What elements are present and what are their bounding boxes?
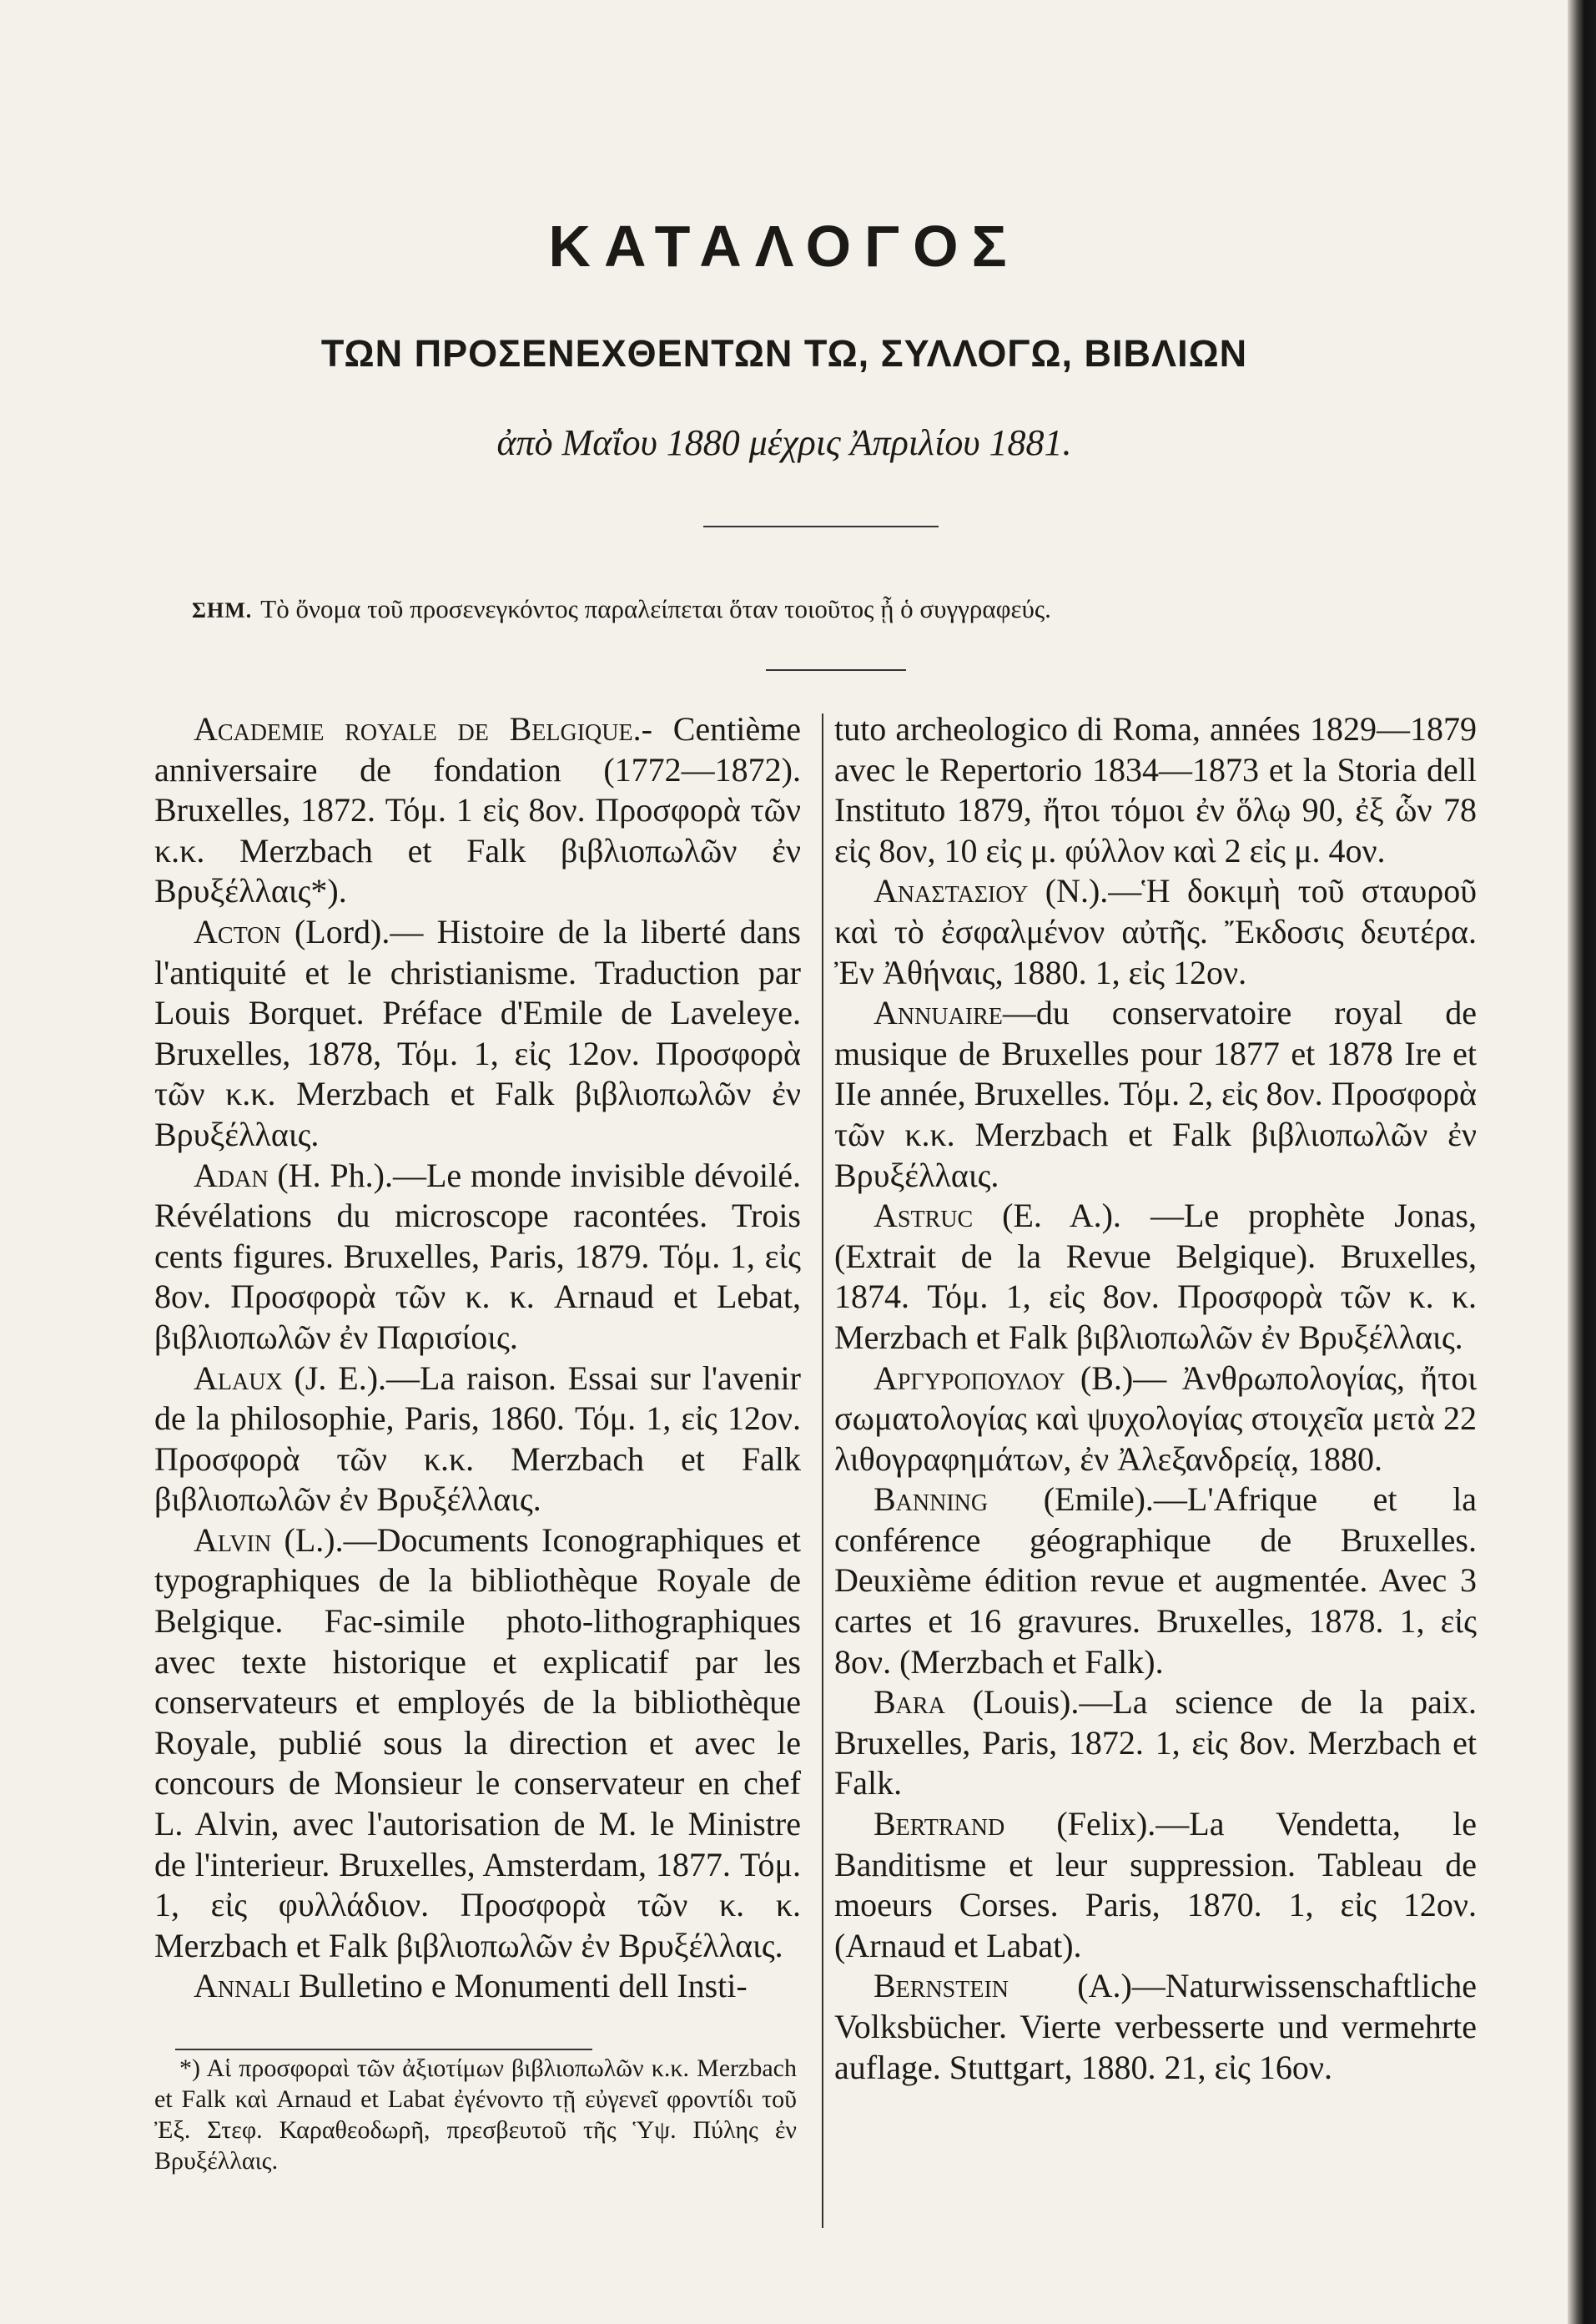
entry-text: (Ν.).—Ἡ δοκιμὴ τοῦ σταυροῦ καὶ τὸ ἐσφαλμένον αὐτῆς. Ἔκδοσις δευτέρα. Ἐν Ἀθήναις, 1880. 1, εἰς 12ον. bbox=[834, 872, 1477, 991]
entry-heading: Bertrand bbox=[874, 1805, 1005, 1843]
editorial-note bbox=[192, 594, 1276, 624]
catalog-entry bbox=[154, 1156, 801, 1359]
entry-text: Bulletino e Monumenti dell Insti- bbox=[289, 1967, 748, 2005]
entry-heading: Alaux bbox=[194, 1359, 283, 1397]
entry-text: —du conservatoire royal de musique de Bruxelles pour 1877 et 1878 Ire et IIe année, Bruxelles. Τόμ. 2, εἰς 8ον. Προσφορὰ τῶν κ.κ. Merzbach et Falk βιβλιοπωλῶν ἐν Βρυξέλλαις. bbox=[834, 994, 1477, 1194]
entry-text: (Felix).—La Vendetta, le Banditisme et leur suppression. Tableau de moeurs Corses. Paris, 1870. 1, εἰς 12ον. (Arnaud et Labat). bbox=[834, 1805, 1477, 1964]
entry-heading: Bara bbox=[874, 1683, 945, 1722]
catalog-entry bbox=[154, 912, 801, 1156]
catalog-entry bbox=[834, 1359, 1477, 1480]
catalog-entry bbox=[834, 1682, 1477, 1804]
entry-text: (L.).—Documents Iconographiques et typographiques de la bibliothèque Royale de Belgique. Fac-simile photo-lithographiques avec texte historique et explicatif par les conservateurs et employés de la bibliothèque Royale, publié sous la direction et avec le concours de Monsieur le conservateur en chef L. Alvin, avec l'autorisation de M. le Ministre de l'interieur. Bruxelles, Amsterdam, 1877. Τόμ. 1, εἰς φυλλάδιον. Προσφορὰ τῶν κ. κ. Merzbach et Falk βιβλιοπωλῶν ἐν Βρυξέλλαις. bbox=[154, 1520, 801, 1964]
entry-text: - Centième anniversaire de fondation (1772—1872). Bruxelles, 1872. Τόμ. 1 εἰς 8ον. Προσφορὰ τῶν κ.κ. Merzbach et Falk βιβλιοπωλῶν ἐν Βρυξέλλαις*). bbox=[154, 710, 801, 910]
catalog-entry bbox=[834, 1966, 1477, 2088]
entry-heading: Astruc bbox=[874, 1197, 974, 1235]
footnote-divider bbox=[175, 2049, 592, 2050]
date-range: ἀπὸ Μαΐου 1880 μέχρις Ἀπριλίου 1881. bbox=[496, 422, 1072, 463]
entry-text: (A.)—Naturwissenschaftliche Volksbücher. Vierte verbesserte und vermehrte auflage. Stuttgart, 1880. 21, εἰς 16ον. bbox=[834, 1967, 1477, 2086]
note-text: Τὸ ὄνομα τοῦ προσενεγκόντος παραλείπεται ὅταν τοιοῦτος ᾖ ὁ συγγραφεύς. bbox=[260, 594, 1051, 623]
footnote-text: *) Αἱ προσφοραὶ τῶν ἀξιοτίμων βιβλιοπωλῶν κ.κ. Merzbach et Falk καὶ Arnaud et Labat ἐγένοντο τῇ εὐγενεῖ φροντίδι τοῦ Ἐξ. Στεφ. Καραθεοδωρῆ, πρεσβευτοῦ τῆς Ὑψ. Πύλης ἐν Βρυξέλλαις. bbox=[154, 2054, 797, 2175]
page-title: ΚΑΤΑΛΟΓΟΣ bbox=[548, 214, 1020, 279]
entry-text: (J. E.).—La raison. Essai sur l'avenir de la philosophie, Paris, 1860. Τόμ. 1, εἰς 12ον. Προσφορὰ τῶν κ.κ. Merzbach et Falk βιβλιοπωλῶν ἐν Βρυξέλλαις. bbox=[154, 1359, 801, 1519]
entry-heading: Bernstein bbox=[874, 1967, 1009, 2005]
catalog-entry bbox=[154, 1359, 801, 1520]
entry-text: (E. A.). —Le prophète Jonas, (Extrait de la Revue Belgique). Bruxelles, 1874. Τόμ. 1, εἰς 8ον. Προσφορὰ τῶν κ. κ. Merzbach et Falk βιβλιοπωλῶν ἐν Βρυξέλλαις. bbox=[834, 1197, 1477, 1356]
catalog-entry bbox=[834, 993, 1477, 1196]
entry-heading: Annuaire bbox=[874, 994, 1003, 1032]
entry-heading: Banning bbox=[874, 1480, 989, 1519]
right-column bbox=[834, 709, 1477, 2088]
entry-text: (H. Ph.).—Le monde invisible dévoilé. Révélations du microscope racontées. Trois cents figures. Bruxelles, Paris, 1879. Τόμ. 1, εἰς 8ον. Προσφορὰ τῶν κ. κ. Arnaud et Lebat, βιβλιοπωλῶν ἐν Παρισίοις. bbox=[154, 1156, 801, 1356]
entry-text: (Lord).— Histoire de la liberté dans l'antiquité et le christianisme. Traduction par Louis Borquet. Préface d'Emile de Laveleye. Bruxelles, 1878, Τόμ. 1, εἰς 12ον. Προσφορὰ τῶν κ.κ. Merzbach et Falk βιβλιοπωλῶν ἐν Βρυξέλλαις. bbox=[154, 912, 801, 1153]
catalog-entry bbox=[834, 1480, 1477, 1682]
catalog-entry bbox=[154, 1966, 801, 2007]
note-divider bbox=[766, 669, 906, 671]
book-spine-edge bbox=[1568, 0, 1596, 2324]
entry-heading: Αργυροπουλου bbox=[874, 1359, 1065, 1397]
entry-heading: Alvin bbox=[194, 1520, 272, 1559]
entry-heading: Annali bbox=[194, 1967, 290, 2005]
catalog-entry bbox=[154, 1520, 801, 1967]
page-subtitle: ΤΩΝ ΠΡΟΣΕΝΕΧΘΕΝΤΩΝ ΤΩ, ΣΥΛΛΟΓΩ, ΒΙΒΛΙΩΝ bbox=[320, 332, 1248, 375]
left-column bbox=[154, 709, 801, 2007]
entry-text: (Louis).—La science de la paix. Bruxelles, Paris, 1872. 1, εἰς 8ον. Merzbach et Falk. bbox=[834, 1683, 1477, 1802]
entry-text: (Emile).—L'Afrique et la conférence géographique de Bruxelles. Deuxième édition revue et augmentée. Avec 3 cartes et 16 gravures. Bruxelles, 1878. 1, εἰς 8ον. (Merzbach et Falk). bbox=[834, 1480, 1477, 1681]
entry-text: (Β.)— Ἀνθρωπολογίας, ἤτοι σωματολογίας καὶ ψυχολογίας στοιχεῖα μετὰ 22 λιθογραφημάτων, ἐν Ἀλεξανδρείᾳ, 1880. bbox=[834, 1359, 1477, 1478]
entry-heading: Academie royale de Belgique. bbox=[194, 710, 642, 748]
catalog-entry-continued bbox=[834, 709, 1477, 871]
catalog-entry bbox=[834, 1804, 1477, 1966]
entry-heading: Αναστασιου bbox=[874, 872, 1029, 910]
note-label: ΣΗΜ. bbox=[192, 598, 253, 623]
catalog-entry bbox=[834, 871, 1477, 993]
footnote bbox=[154, 2053, 797, 2176]
catalog-entry bbox=[154, 709, 801, 912]
entry-heading: Adan bbox=[194, 1156, 269, 1194]
title-divider bbox=[703, 526, 939, 527]
column-divider bbox=[822, 713, 823, 2228]
entry-heading: Acton bbox=[194, 912, 281, 950]
catalog-entry bbox=[834, 1196, 1477, 1358]
entry-text: tuto archeologico di Roma, années 1829—1879 avec le Repertorio 1834—1873 et la Storia dell Instituto 1879, ἤτοι τόμοι ἐν ὅλῳ 90, ἐξ ὧν 78 εἰς 8ον, 10 εἰς μ. φύλλον καὶ 2 εἰς μ. 4ον. bbox=[834, 710, 1477, 870]
